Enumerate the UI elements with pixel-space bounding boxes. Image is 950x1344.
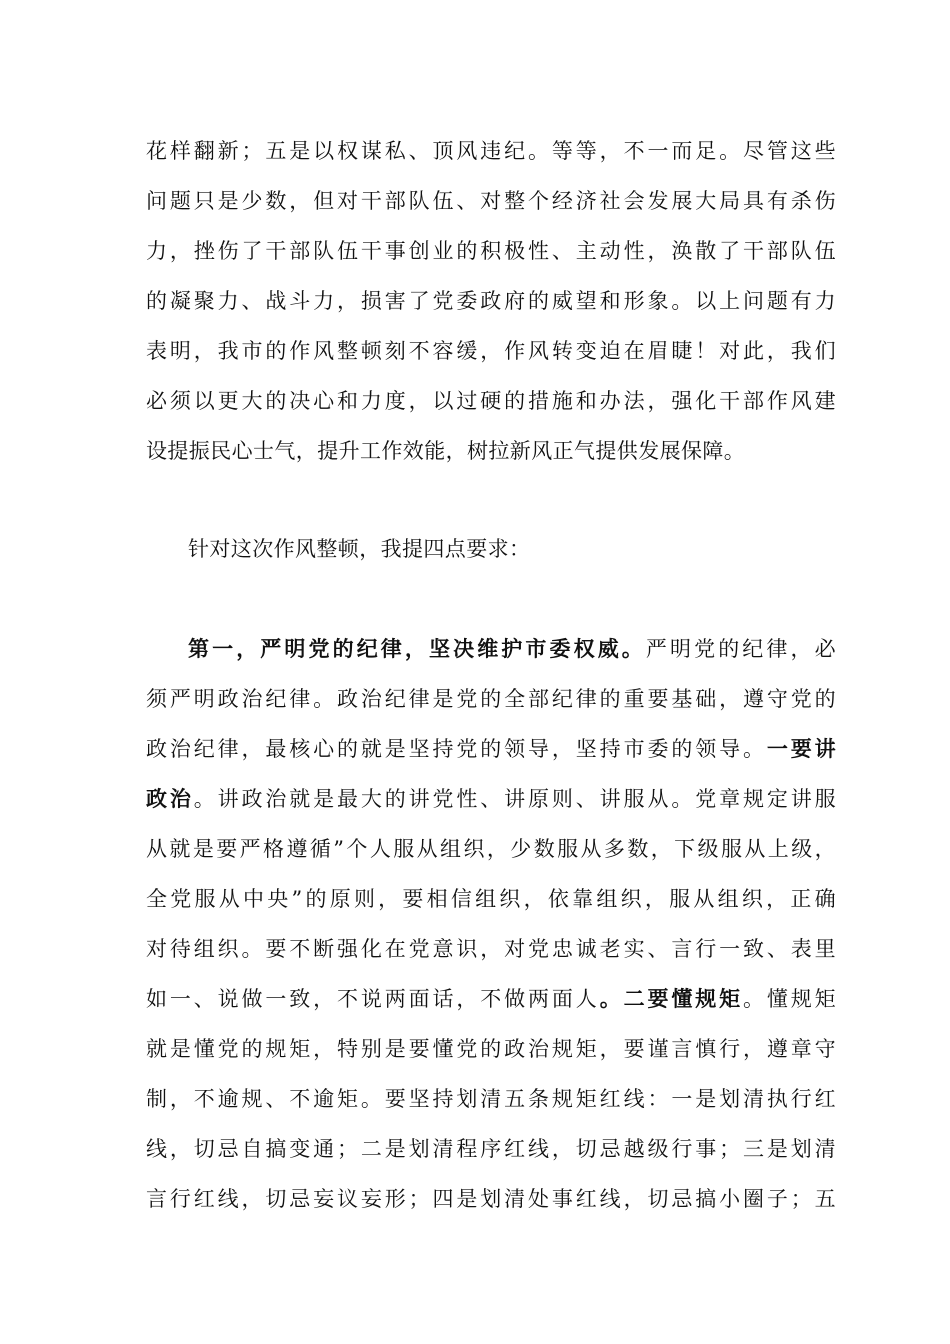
text-line: 问题只是少数，但对干部队伍、对整个经济社会发展大局具有杀伤 bbox=[146, 189, 836, 213]
text-line: 必须以更大的决心和力度，以过硬的措施和办法，强化干部作风建 bbox=[146, 389, 836, 413]
key-point-heading: 政治 bbox=[146, 786, 194, 811]
text-line: 全党服从中央”的原则，要相信组织，依靠组织，服从组织，正确 bbox=[146, 887, 836, 911]
text-line: 从就是要严格遵循”个人服从组织，少数服从多数，下级服从上级， bbox=[146, 837, 836, 861]
section-heading: 第一，严明党的纪律，坚决维护市委权威。 bbox=[188, 636, 646, 661]
text-line: 须严明政治纪律。政治纪律是党的全部纪律的重要基础，遵守党的 bbox=[146, 687, 836, 711]
text-run: 。懂规矩 bbox=[742, 987, 836, 1011]
text-line: 线，切忌自搞变通；二是划清程序红线，切忌越级行事；三是划清 bbox=[146, 1137, 836, 1161]
text-line: 力，挫伤了干部队伍干事创业的积极性、主动性，涣散了干部队伍 bbox=[146, 239, 836, 263]
text-line: 设提振民心士气，提升工作效能，树拉新风正气提供发展保障。 bbox=[146, 439, 746, 463]
key-point-heading: 一要讲 bbox=[766, 736, 837, 761]
text-line: 言行红线，切忌妄议妄形；四是划清处事红线，切忌搞小圈子；五 bbox=[146, 1187, 836, 1211]
text-run: 严明党的纪律，必 bbox=[645, 637, 836, 661]
key-point-heading: 。二要懂规矩 bbox=[599, 986, 743, 1011]
text-line bbox=[146, 624, 836, 674]
text-line: 花样翻新；五是以权谋私、顶风违纪。等等，不一而足。尽管这些 bbox=[146, 139, 836, 163]
text-line bbox=[146, 724, 836, 774]
text-line: 对待组织。要不断强化在党意识，对党忠诚老实、言行一致、表里 bbox=[146, 937, 836, 961]
paragraph-first-requirement bbox=[146, 624, 836, 1224]
text-run: 如一、说做一致，不说两面话，不做两面人 bbox=[146, 987, 600, 1011]
text-line: 表明，我市的作风整顿刻不容缓，作风转变迫在眉睫！对此，我们 bbox=[146, 339, 836, 363]
text-line: 就是懂党的规矩，特别是要懂党的政治规矩，要谨言慎行，遵章守 bbox=[146, 1037, 836, 1061]
text-run: 。讲政治就是最大的讲党性、讲原则、讲服从。党章规定讲服 bbox=[193, 787, 836, 811]
text-line: 针对这次作风整顿，我提四点要求： bbox=[188, 537, 531, 561]
paragraph-four-requirements-intro bbox=[146, 524, 836, 574]
text-run: 政治纪律，最核心的就是坚持党的领导，坚持市委的领导。 bbox=[146, 737, 767, 761]
text-line: 制，不逾规、不逾矩。要坚持划清五条规矩红线：一是划清执行红 bbox=[146, 1087, 836, 1111]
text-line bbox=[146, 774, 836, 824]
text-line: 的凝聚力、战斗力，损害了党委政府的威望和形象。以上问题有力 bbox=[146, 289, 836, 313]
text-line bbox=[146, 974, 836, 1024]
paragraph-problems-summary bbox=[146, 126, 836, 476]
